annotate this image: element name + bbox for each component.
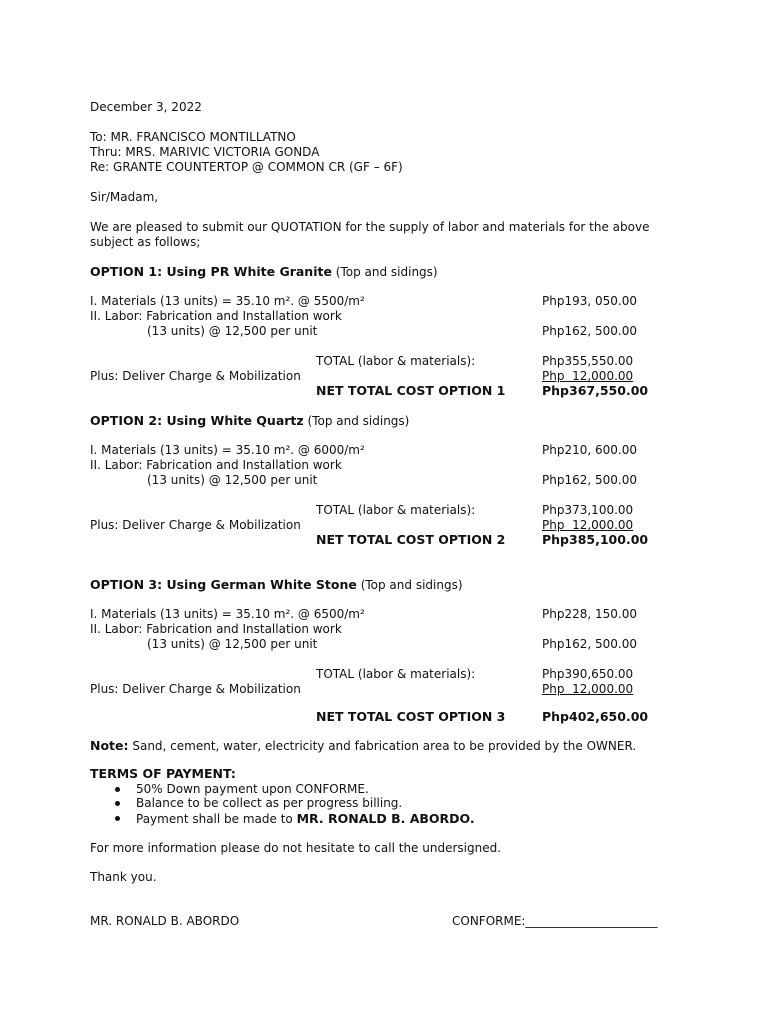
total-amount: Php390,650.00 [542, 667, 634, 681]
net-total-label: NET TOTAL COST OPTION 3 [316, 709, 506, 724]
total-amount: Php373,100.00 [542, 503, 634, 517]
option-heading [90, 264, 438, 280]
labor-detail: (13 units) @ 12,500 per unit [147, 473, 318, 487]
total-amount: Php355,550.00 [542, 354, 634, 368]
delivery-label: Plus: Deliver Charge & Mobilization [90, 369, 301, 383]
option-heading [90, 577, 463, 593]
terms-item: 50% Down payment upon CONFORME. [136, 782, 369, 796]
signatory-name: MR. RONALD B. ABORDO [90, 914, 240, 928]
option-heading [90, 413, 409, 429]
materials-amount: Php193, 050.00 [542, 294, 637, 308]
terms-heading: TERMS OF PAYMENT: [90, 766, 236, 781]
materials-line: I. Materials (13 units) = 35.10 m². @ 5500/m² [90, 294, 365, 308]
materials-amount: Php210, 600.00 [542, 443, 637, 457]
option-title: OPTION 3: Using German White Stone [90, 577, 357, 592]
net-total-amount: Php385,100.00 [542, 532, 649, 547]
net-total-label: NET TOTAL COST OPTION 1 [316, 383, 506, 398]
delivery-amount: Php 12,000.00 [542, 369, 634, 383]
option-note: (Top and sidings) [335, 265, 438, 279]
bullet-icon [115, 816, 120, 821]
option-title: OPTION 1: Using PR White Granite [90, 264, 332, 279]
thanks-line: Thank you. [90, 870, 157, 884]
net-total-label: NET TOTAL COST OPTION 2 [316, 532, 506, 547]
materials-amount: Php228, 150.00 [542, 607, 637, 621]
delivery-label: Plus: Deliver Charge & Mobilization [90, 682, 301, 696]
payee-name: MR. RONALD B. ABORDO. [296, 811, 475, 826]
conforme-line: CONFORME:______________________ [452, 914, 658, 928]
option-note: (Top and sidings) [307, 414, 410, 428]
labor-amount: Php162, 500.00 [542, 324, 637, 338]
bullet-icon [115, 787, 120, 792]
option-note: (Top and sidings) [360, 578, 463, 592]
net-total-amount: Php402,650.00 [542, 709, 649, 724]
letter-date: December 3, 2022 [90, 100, 202, 114]
total-label: TOTAL (labor & materials): [316, 503, 476, 517]
terms-item-text: Payment shall be made to [136, 812, 293, 826]
net-total-amount: Php367,550.00 [542, 383, 649, 398]
bullet-icon [115, 801, 120, 806]
intro-line-1: We are pleased to submit our QUOTATION for the supply of labor and materials for the above [90, 220, 650, 234]
terms-item [136, 811, 475, 827]
subject-line: Re: GRANTE COUNTERTOP @ COMMON CR (GF – 6F) [90, 160, 403, 174]
labor-amount: Php162, 500.00 [542, 637, 637, 651]
labor-line: II. Labor: Fabrication and Installation work [90, 458, 342, 472]
terms-item: Balance to be collect as per progress billing. [136, 796, 403, 810]
thru-line: Thru: MRS. MARIVIC VICTORIA GONDA [90, 145, 320, 159]
labor-detail: (13 units) @ 12,500 per unit [147, 637, 318, 651]
delivery-amount: Php 12,000.00 [542, 518, 634, 532]
option-title: OPTION 2: Using White Quartz [90, 413, 304, 428]
salutation: Sir/Madam, [90, 190, 159, 204]
recipient-line: To: MR. FRANCISCO MONTILLATNO [90, 130, 296, 144]
note-text: Sand, cement, water, electricity and fabrication area to be provided by the OWNER. [132, 739, 637, 753]
total-label: TOTAL (labor & materials): [316, 354, 476, 368]
materials-line: I. Materials (13 units) = 35.10 m². @ 6500/m² [90, 607, 365, 621]
materials-line: I. Materials (13 units) = 35.10 m². @ 6000/m² [90, 443, 365, 457]
more-info-line: For more information please do not hesitate to call the undersigned. [90, 841, 502, 855]
delivery-amount: Php 12,000.00 [542, 682, 634, 696]
labor-detail: (13 units) @ 12,500 per unit [147, 324, 318, 338]
note-line [90, 738, 636, 754]
labor-line: II. Labor: Fabrication and Installation work [90, 309, 342, 323]
intro-line-2: subject as follows; [90, 235, 201, 249]
delivery-label: Plus: Deliver Charge & Mobilization [90, 518, 301, 532]
labor-amount: Php162, 500.00 [542, 473, 637, 487]
note-label: Note: [90, 738, 129, 753]
total-label: TOTAL (labor & materials): [316, 667, 476, 681]
labor-line: II. Labor: Fabrication and Installation work [90, 622, 342, 636]
